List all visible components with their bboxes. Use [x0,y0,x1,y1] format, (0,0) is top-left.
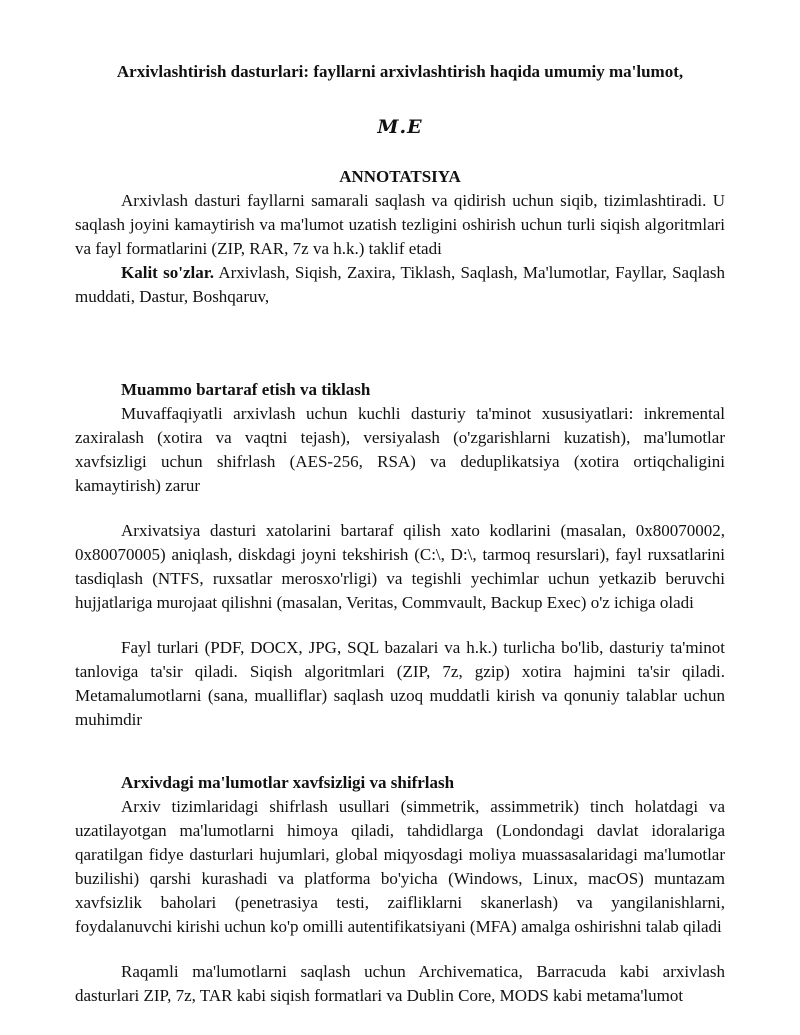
section-paragraph: Raqamli ma'lumotlarni saqlash uchun Archivematica, Barracuda kabi arxivlash dasturlari ZIP, 7z, TAR kabi siqish formatlari va Dublin Core, MODS kabi metama'lumot [75,962,725,1005]
section-paragraph: Arxiv tizimlaridagi shifrlash usullari (simmetrik, assimmetrik) tinch holatdagi va uzatilayotgan ma'lumotlarni himoya qiladi, tahdidlarga (Londondagi davlat idoralariga qaratilgan fidye dasturlari hujumlari, global miqyosdagi moliya muassasalaridagi ma'lumotlar buzilishi) qarshi kurashadi va platforma bo'yicha (Windows, Linux, macOS) muntazam xavfsizlik baholari (penetrasiya testi, zaifliklarni skanerlash) va yangilanishlarni, foydalanuvchi kirishi uchun ko'p omilli autentifikatsiyani (MFA) amalga oshirishni talab qiladi [75,797,725,936]
document-title: Arxivlashtirish dasturlari: fayllarni arxivlashtirish haqida umumiy ma'lumot, [116,62,684,81]
section-paragraph: Arxivatsiya dasturi xatolarini bartaraf qilish xato kodlarini (masalan, 0x80070002, 0x80070005) aniqlash, diskdagi joyni tekshirish (C:\, D:\, tarmoq resurslari), fayl ruxsatlarini tasdiqlash (NTFS, ruxsatlar merosxo'rligi) va tegishli yechimlar uchun yetkazib beruvchi hujjatlariga murojaat qilishni (masalan, Veritas, Commvault, Backup Exec) o'z ichiga oladi [75,521,725,612]
section-paragraph: Fayl turlari (PDF, DOCX, JPG, SQL bazalari va h.k.) turlicha bo'lib, dasturiy ta'minot tanloviga ta'sir qiladi. Siqish algoritmlari (ZIP, 7z, gzip) xotira hajmini ta'sir qiladi. Metamalumotlarni (sana, mualliflar) saqlash uzoq muddatli kirish va qonuniy talablar uchun muhimdir [75,638,725,729]
document-page [75,60,725,1008]
section-paragraph: Muvaffaqiyatli arxivlash uchun kuchli dasturiy ta'minot xususiyatlari: inkremental zaxiralash (xotira va vaqtni tejash), versiyalash (o'zgarishlarni kuzatish), ma'lumotlar xavfsizligi uchun shifrlash (AES-256, RSA) va deduplikatsiya (xotira ortiqchaligini kamaytirish) zarur [75,404,725,495]
section-heading-troubleshooting: Muammo bartaraf etish va tiklash [121,380,371,399]
section-heading-security: Arxivdagi ma'lumotlar xavfsizligi va shifrlash [121,773,455,792]
keywords-label: Kalit so'zlar. [121,263,214,282]
keywords-list: Arxivlash, Siqish, Zaxira, Tiklash, Saqlash, Ma'lumotlar, Fayllar, Saqlash muddati, Dastur, Boshqaruv, [75,263,725,306]
keywords-paragraph [75,261,725,309]
annotation-heading: ANNOTATSIYA [339,167,461,186]
author-name: M.E [377,116,423,138]
annotation-text: Arxivlash dasturi fayllarni samarali saqlash va qidirish uchun siqib, tizimlashtiradi. U saqlash joyini kamaytirish va ma'lumot uzatish tezligini oshirish uchun turli siqish algoritmlari va fayl formatlarini (ZIP, RAR, 7z va h.k.) taklif etadi [75,191,725,258]
